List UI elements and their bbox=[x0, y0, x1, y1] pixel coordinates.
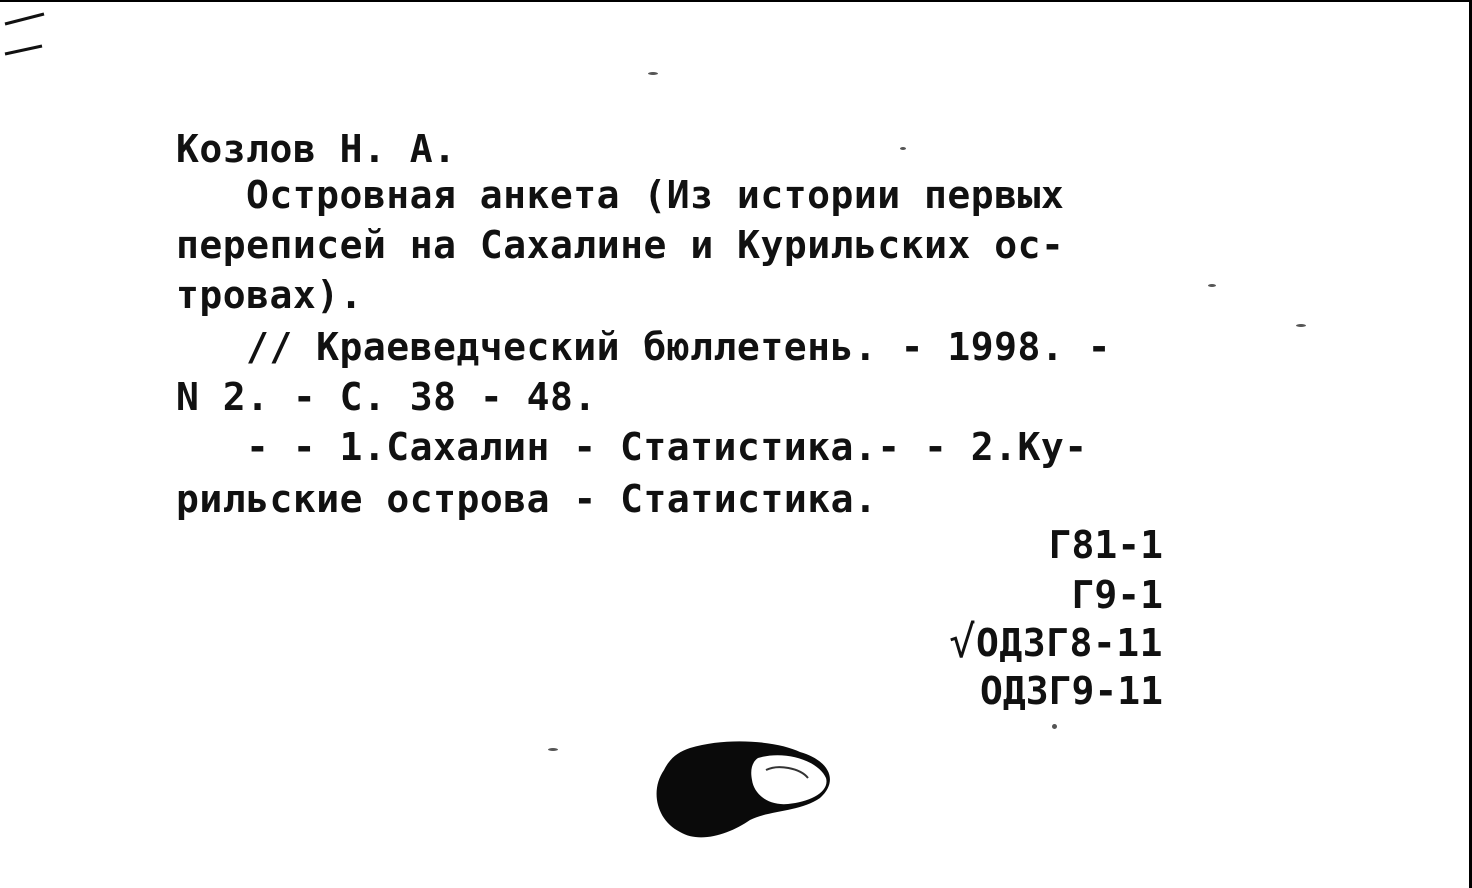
shelf-code-3-row bbox=[948, 617, 1163, 668]
speck bbox=[900, 147, 906, 150]
source-line-2: N 2. - С. 38 - 48. bbox=[176, 375, 597, 419]
shelf-code-4: ОДЗГ9-11 bbox=[979, 669, 1163, 713]
speck bbox=[548, 748, 558, 751]
speck bbox=[1296, 324, 1306, 327]
speck bbox=[1208, 284, 1216, 287]
scratch-marks bbox=[0, 2, 60, 72]
subject-line-1: - - 1.Сахалин - Статистика.- - 2.Ку- bbox=[246, 425, 1088, 469]
shelf-code-3: ОДЗГ8-11 bbox=[975, 621, 1163, 665]
shelf-code-2: Г9-1 bbox=[1071, 573, 1163, 617]
title-line-1: Островная анкета (Из истории первых bbox=[246, 173, 1065, 217]
check-mark-icon: √ bbox=[948, 617, 976, 668]
author-line: Козлов Н. А. bbox=[176, 127, 457, 171]
speck bbox=[1052, 724, 1057, 729]
shelf-code-1: Г81-1 bbox=[1048, 523, 1163, 567]
speck bbox=[648, 72, 658, 75]
subject-line-2: рильские острова - Статистика. bbox=[176, 477, 878, 521]
title-line-2: переписей на Сахалине и Курильских ос- bbox=[176, 223, 1065, 267]
title-line-3: тровах). bbox=[176, 273, 364, 317]
source-line-1: // Краеведческий бюллетень. - 1998. - bbox=[246, 325, 1111, 369]
ink-blot-icon bbox=[650, 740, 850, 850]
